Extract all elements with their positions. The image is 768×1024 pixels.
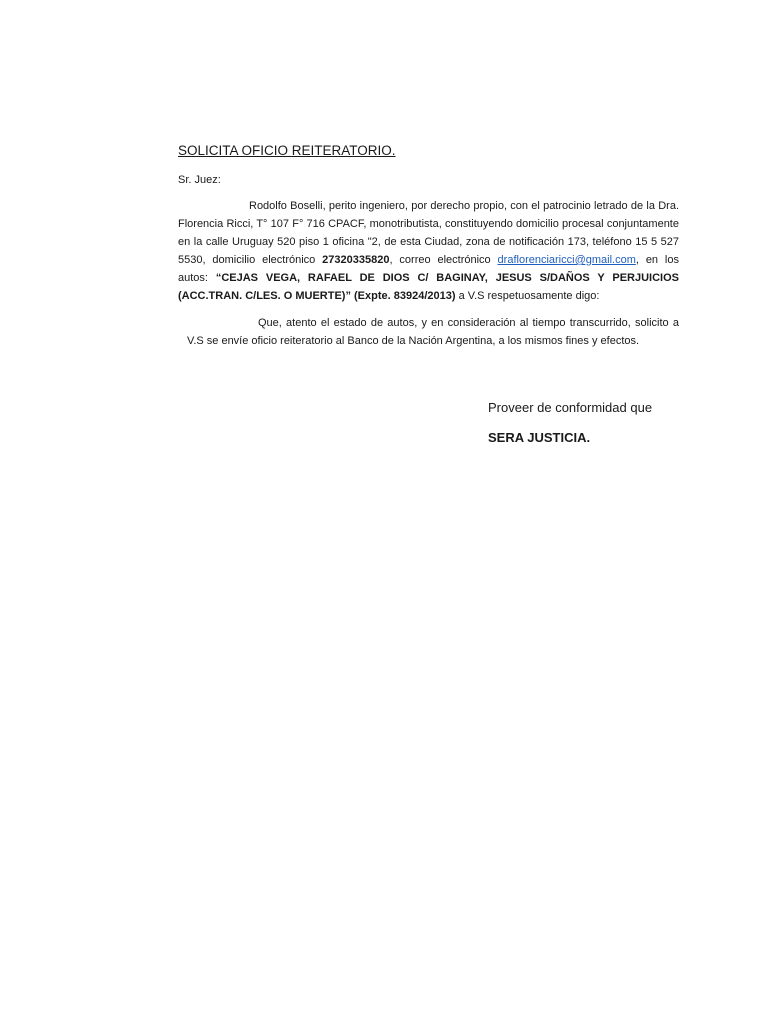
main-paragraph xyxy=(178,197,679,305)
case-caption: “CEJAS VEGA, RAFAEL DE DIOS C/ BAGINAY, JESUS S/DAÑOS Y PERJUICIOS (ACC.TRAN. C/LES. O MUERTE)” (Expte. 83924/2013) xyxy=(178,272,679,302)
document-title: SOLICITA OFICIO REITERATORIO. xyxy=(178,143,396,158)
main-paragraph-text-1: Rodolfo Boselli, perito ingeniero, por derecho propio, con el patrocinio letrado de la Dra. Florencia Ricci, T° 107 F° 716 CPACF, monotributista, constituyendo domicilio procesal conjuntamente en la calle Uruguay 520 piso 1 oficina "2, de esta Ciudad, zona de notificación 173, teléfono 15 5 527 5530, domicilio electrónico xyxy=(178,200,679,266)
document-body xyxy=(178,142,679,350)
main-paragraph-text-4: a V.S respetuosamente digo: xyxy=(455,290,600,302)
closing-line: Proveer de conformidad que xyxy=(488,400,653,415)
email-link[interactable]: draflorenciaricci@gmail.com xyxy=(497,254,636,266)
main-paragraph-text-3: , en los autos: xyxy=(178,254,679,284)
main-paragraph-text-2: , correo electrónico xyxy=(389,254,498,266)
electronic-domicile-number: 27320335820 xyxy=(322,254,390,266)
closing-signature-phrase: SERA JUSTICIA. xyxy=(488,430,591,445)
salutation: Sr. Juez: xyxy=(178,174,221,186)
request-paragraph: Que, atento el estado de autos, y en consideración al tiempo transcurrido, solicito a V.S se envíe oficio reiteratorio al Banco de la Nación Argentina, a los mismos fines y efectos. xyxy=(187,317,679,347)
